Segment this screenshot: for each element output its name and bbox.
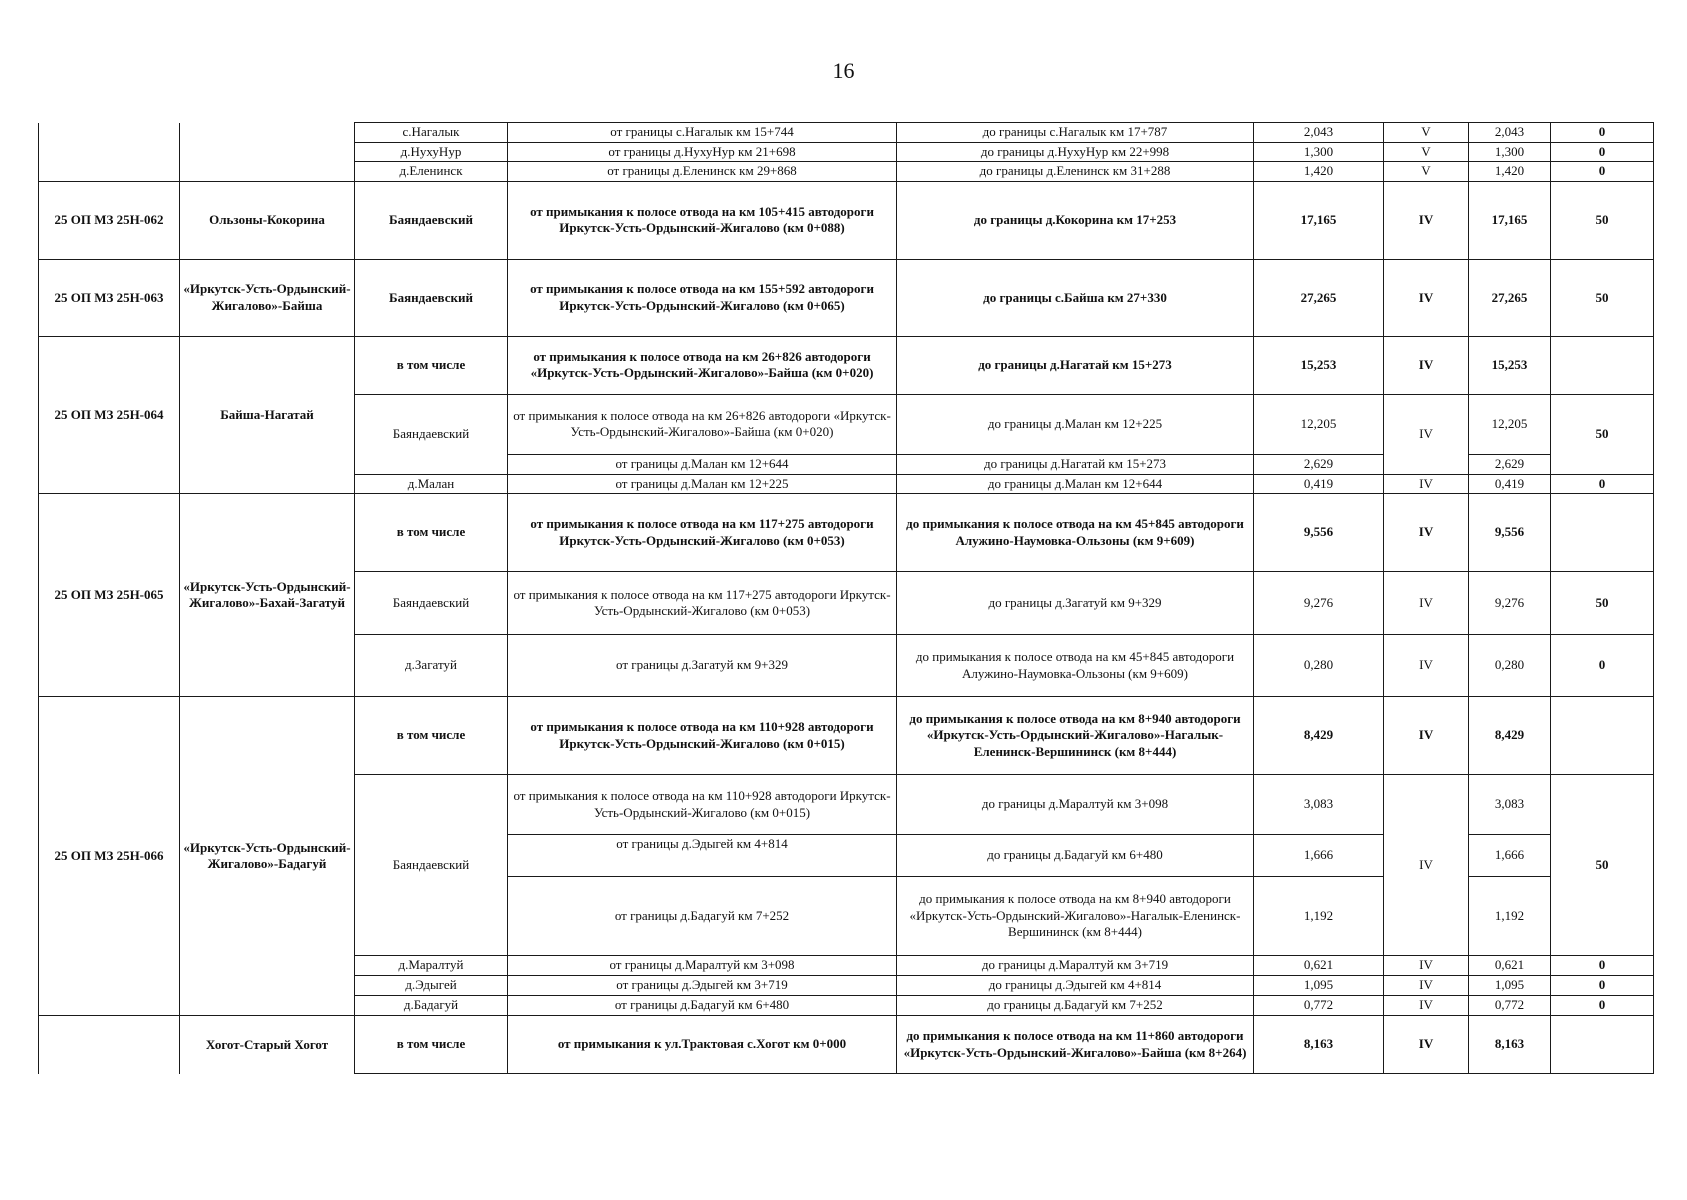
- from-cell: от границы д.Малан км 12+644: [508, 454, 897, 474]
- length-cell: 1,095: [1254, 976, 1384, 996]
- category-cell: IV: [1384, 635, 1469, 697]
- road-code: [39, 1016, 180, 1074]
- length2-cell: 15,253: [1469, 336, 1551, 394]
- length2-cell: 17,165: [1469, 181, 1551, 259]
- to-cell: до границы д.Нагатай км 15+273: [897, 454, 1254, 474]
- value-cell: [1551, 336, 1654, 394]
- place-cell: Баяндаевский: [355, 775, 508, 956]
- place-cell: Баяндаевский: [355, 572, 508, 635]
- value-cell: 0: [1551, 142, 1654, 162]
- category-cell: IV: [1384, 572, 1469, 635]
- place-cell: в том числе: [355, 494, 508, 572]
- to-cell: до примыкания к полосе отвода на км 11+860 автодороги «Иркутск-Усть-Ордынский-Жигалово»-Байша (км 8+264): [897, 1016, 1254, 1074]
- from-cell: от примыкания к полосе отвода на км 26+826 автодороги «Иркутск-Усть-Ордынский-Жигалово»-Байша (км 0+020): [508, 394, 897, 454]
- to-cell: до границы д.Загатуй км 9+329: [897, 572, 1254, 635]
- category-cell: V: [1384, 162, 1469, 182]
- category-cell: V: [1384, 142, 1469, 162]
- value-cell: 50: [1551, 259, 1654, 336]
- road-code: 25 ОП МЗ 25Н-065: [39, 494, 180, 697]
- place-cell: д.Загатуй: [355, 635, 508, 697]
- from-cell: от границы д.Бадагуй км 7+252: [508, 877, 897, 956]
- length-cell: 27,265: [1254, 259, 1384, 336]
- to-cell: до границы д.НухуНур км 22+998: [897, 142, 1254, 162]
- value-cell: 50: [1551, 775, 1654, 956]
- length2-cell: 9,276: [1469, 572, 1551, 635]
- length-cell: 9,276: [1254, 572, 1384, 635]
- to-cell: до границы д.Кокорина км 17+253: [897, 181, 1254, 259]
- place-cell: Баяндаевский: [355, 181, 508, 259]
- value-cell: 50: [1551, 572, 1654, 635]
- place-cell: в том числе: [355, 1016, 508, 1074]
- length2-cell: 0,772: [1469, 996, 1551, 1016]
- length-cell: 17,165: [1254, 181, 1384, 259]
- to-cell: до границы д.Малан км 12+644: [897, 474, 1254, 494]
- length-cell: 2,629: [1254, 454, 1384, 474]
- place-cell: д.НухуНур: [355, 142, 508, 162]
- to-cell: до границы д.Еленинск км 31+288: [897, 162, 1254, 182]
- road-code: 25 ОП МЗ 25Н-062: [39, 181, 180, 259]
- from-cell: от примыкания к полосе отвода на км 117+275 автодороги Иркутск-Усть-Ордынский-Жигалово (км 0+053): [508, 494, 897, 572]
- table-row: [39, 259, 1654, 336]
- length2-cell: 12,205: [1469, 394, 1551, 454]
- length2-cell: 1,095: [1469, 976, 1551, 996]
- from-cell: от примыкания к ул.Трактовая с.Хогот км 0+000: [508, 1016, 897, 1074]
- value-cell: [1551, 1016, 1654, 1074]
- category-cell: IV: [1384, 336, 1469, 394]
- from-cell: от границы д.Эдыгей км 4+814: [508, 835, 897, 877]
- from-cell: от границы с.Нагалык км 15+744: [508, 123, 897, 143]
- to-cell: до примыкания к полосе отвода на км 8+940 автодороги «Иркутск-Усть-Ордынский-Жигалово»-Нагалык-Еленинск-Вершининск (км 8+444): [897, 697, 1254, 775]
- table-row: [39, 697, 1654, 775]
- length2-cell: 2,043: [1469, 123, 1551, 143]
- from-cell: от примыкания к полосе отвода на км 155+592 автодороги Иркутск-Усть-Ордынский-Жигалово (км 0+065): [508, 259, 897, 336]
- length-cell: 8,163: [1254, 1016, 1384, 1074]
- place-cell: д.Эдыгей: [355, 976, 508, 996]
- length-cell: 3,083: [1254, 775, 1384, 835]
- category-cell: IV: [1384, 181, 1469, 259]
- road-code: 25 ОП МЗ 25Н-064: [39, 336, 180, 493]
- to-cell: до границы д.Маралтуй км 3+098: [897, 775, 1254, 835]
- from-cell: от примыкания к полосе отвода на км 105+415 автодороги Иркутск-Усть-Ордынский-Жигалово (км 0+088): [508, 181, 897, 259]
- length-cell: 0,280: [1254, 635, 1384, 697]
- length-cell: 12,205: [1254, 394, 1384, 454]
- category-cell: IV: [1384, 996, 1469, 1016]
- length2-cell: 8,429: [1469, 697, 1551, 775]
- from-cell: от границы д.Эдыгей км 3+719: [508, 976, 897, 996]
- category-cell: IV: [1384, 394, 1469, 474]
- category-cell: IV: [1384, 259, 1469, 336]
- length2-cell: 3,083: [1469, 775, 1551, 835]
- value-cell: 50: [1551, 394, 1654, 474]
- length-cell: 1,666: [1254, 835, 1384, 877]
- from-cell: от границы д.Маралтуй км 3+098: [508, 956, 897, 976]
- length-cell: 0,621: [1254, 956, 1384, 976]
- road-name: Ользоны-Кокорина: [180, 181, 355, 259]
- road-name: «Иркутск-Усть-Ордынский-Жигалово»-Бадагуй: [180, 697, 355, 1016]
- page-number: 16: [832, 58, 855, 83]
- length-cell: 0,772: [1254, 996, 1384, 1016]
- value-cell: [1551, 494, 1654, 572]
- category-cell: IV: [1384, 494, 1469, 572]
- to-cell: до примыкания к полосе отвода на км 45+845 автодороги Алужино-Наумовка-Ользоны (км 9+609): [897, 635, 1254, 697]
- length-cell: 2,043: [1254, 123, 1384, 143]
- length2-cell: 0,419: [1469, 474, 1551, 494]
- value-cell: 0: [1551, 474, 1654, 494]
- table-row: [39, 181, 1654, 259]
- category-cell: IV: [1384, 775, 1469, 956]
- road-code: 25 ОП МЗ 25Н-066: [39, 697, 180, 1016]
- place-cell: д.Маралтуй: [355, 956, 508, 976]
- road-name: «Иркутск-Усть-Ордынский-Жигалово»-Байша: [180, 259, 355, 336]
- value-cell: 0: [1551, 123, 1654, 143]
- roads-table: [38, 122, 1654, 1074]
- code-cell: [39, 123, 180, 182]
- value-cell: 0: [1551, 976, 1654, 996]
- to-cell: до границы д.Маралтуй км 3+719: [897, 956, 1254, 976]
- to-cell: до границы д.Бадагуй км 7+252: [897, 996, 1254, 1016]
- length2-cell: 0,621: [1469, 956, 1551, 976]
- from-cell: от границы д.Еленинск км 29+868: [508, 162, 897, 182]
- length2-cell: 0,280: [1469, 635, 1551, 697]
- to-cell: до границы д.Эдыгей км 4+814: [897, 976, 1254, 996]
- from-cell: от примыкания к полосе отвода на км 110+928 автодороги Иркутск-Усть-Ордынский-Жигалово (км 0+015): [508, 775, 897, 835]
- value-cell: 0: [1551, 162, 1654, 182]
- to-cell: до границы д.Бадагуй км 6+480: [897, 835, 1254, 877]
- value-cell: 0: [1551, 635, 1654, 697]
- table-row: [39, 123, 1654, 143]
- place-cell: в том числе: [355, 336, 508, 394]
- place-cell: с.Нагалык: [355, 123, 508, 143]
- to-cell: до границы д.Малан км 12+225: [897, 394, 1254, 454]
- from-cell: от примыкания к полосе отвода на км 117+275 автодороги Иркутск-Усть-Ордынский-Жигалово (км 0+053): [508, 572, 897, 635]
- category-cell: IV: [1384, 956, 1469, 976]
- value-cell: 0: [1551, 956, 1654, 976]
- length-cell: 1,420: [1254, 162, 1384, 182]
- road-code: 25 ОП МЗ 25Н-063: [39, 259, 180, 336]
- length2-cell: 1,300: [1469, 142, 1551, 162]
- value-cell: 0: [1551, 996, 1654, 1016]
- place-cell: д.Бадагуй: [355, 996, 508, 1016]
- from-cell: от примыкания к полосе отвода на км 26+826 автодороги «Иркутск-Усть-Ордынский-Жигалово»-Байша (км 0+020): [508, 336, 897, 394]
- to-cell: до примыкания к полосе отвода на км 45+845 автодороги Алужино-Наумовка-Ользоны (км 9+609): [897, 494, 1254, 572]
- table-row: [39, 1016, 1654, 1074]
- road-name: Байша-Нагатай: [180, 336, 355, 493]
- length-cell: 15,253: [1254, 336, 1384, 394]
- from-cell: от границы д.Бадагуй км 6+480: [508, 996, 897, 1016]
- road-name: Хогот-Старый Хогот: [180, 1016, 355, 1074]
- from-cell: от границы д.Малан км 12+225: [508, 474, 897, 494]
- place-cell: д.Еленинск: [355, 162, 508, 182]
- value-cell: [1551, 697, 1654, 775]
- table-row: [39, 494, 1654, 572]
- length2-cell: 1,420: [1469, 162, 1551, 182]
- category-cell: V: [1384, 123, 1469, 143]
- from-cell: от границы д.НухуНур км 21+698: [508, 142, 897, 162]
- place-cell: Баяндаевский: [355, 259, 508, 336]
- length2-cell: 1,666: [1469, 835, 1551, 877]
- name-cell: [180, 123, 355, 182]
- to-cell: до границы с.Нагалык км 17+787: [897, 123, 1254, 143]
- from-cell: от примыкания к полосе отвода на км 110+928 автодороги Иркутск-Усть-Ордынский-Жигалово (км 0+015): [508, 697, 897, 775]
- length2-cell: 27,265: [1469, 259, 1551, 336]
- place-cell: в том числе: [355, 697, 508, 775]
- length-cell: 8,429: [1254, 697, 1384, 775]
- category-cell: IV: [1384, 1016, 1469, 1074]
- length2-cell: 9,556: [1469, 494, 1551, 572]
- value-cell: 50: [1551, 181, 1654, 259]
- to-cell: до границы д.Нагатай км 15+273: [897, 336, 1254, 394]
- length2-cell: 8,163: [1469, 1016, 1551, 1074]
- place-cell: Баяндаевский: [355, 394, 508, 474]
- length2-cell: 1,192: [1469, 877, 1551, 956]
- length-cell: 9,556: [1254, 494, 1384, 572]
- category-cell: IV: [1384, 474, 1469, 494]
- to-cell: до примыкания к полосе отвода на км 8+940 автодороги «Иркутск-Усть-Ордынский-Жигалово»-Нагалык-Еленинск-Вершининск (км 8+444): [897, 877, 1254, 956]
- length-cell: 1,300: [1254, 142, 1384, 162]
- table-row: [39, 336, 1654, 394]
- to-cell: до границы с.Байша км 27+330: [897, 259, 1254, 336]
- category-cell: IV: [1384, 697, 1469, 775]
- place-cell: д.Малан: [355, 474, 508, 494]
- from-cell: от границы д.Загатуй км 9+329: [508, 635, 897, 697]
- length2-cell: 2,629: [1469, 454, 1551, 474]
- category-cell: IV: [1384, 976, 1469, 996]
- length-cell: 1,192: [1254, 877, 1384, 956]
- length-cell: 0,419: [1254, 474, 1384, 494]
- road-name: «Иркутск-Усть-Ордынский-Жигалово»-Бахай-Загатуй: [180, 494, 355, 697]
